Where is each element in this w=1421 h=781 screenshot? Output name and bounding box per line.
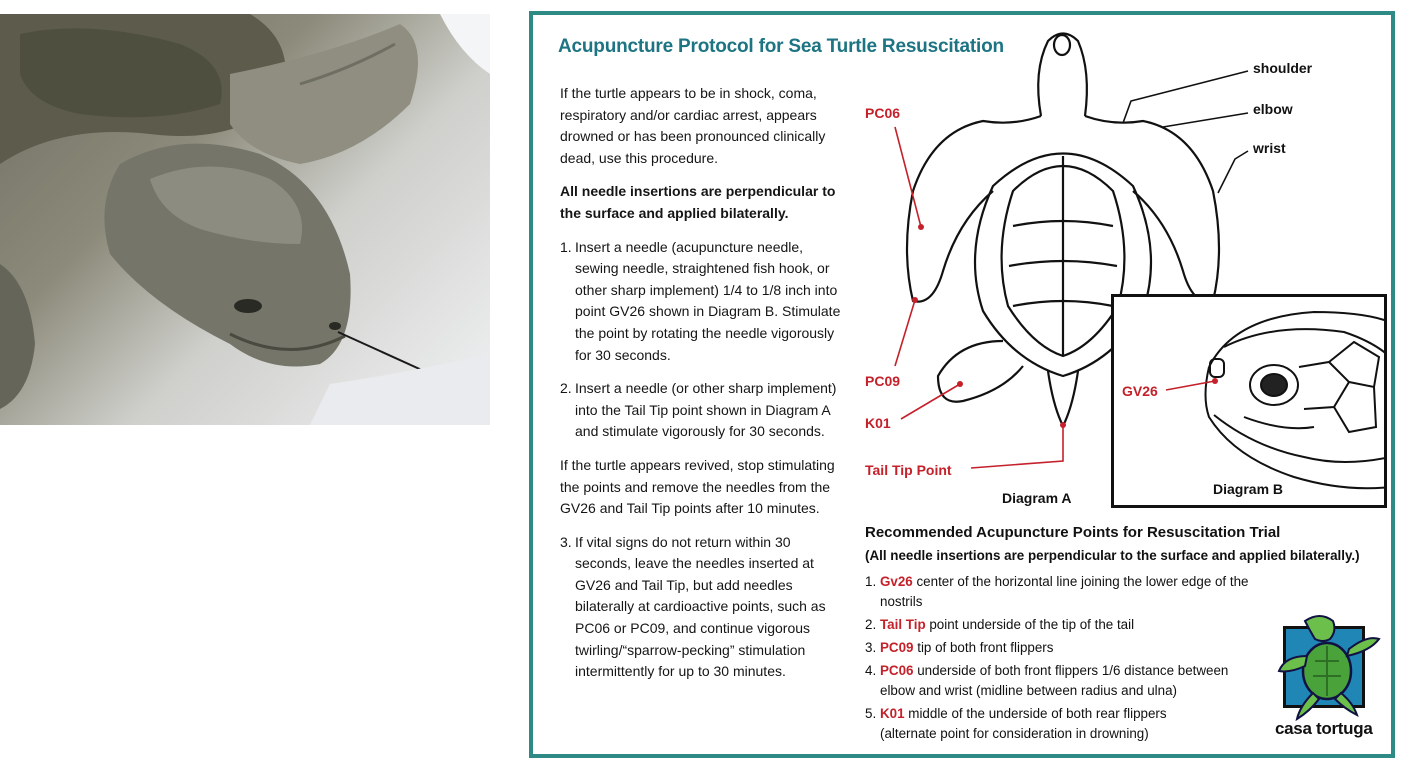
- recommended-list: [865, 572, 1265, 747]
- pc09-label: PC09: [865, 373, 901, 389]
- point-desc: center of the horizontal line joining the lower edge of the nostrils: [880, 574, 1249, 609]
- logo-text: casa tortuga: [1275, 719, 1373, 738]
- recommended-title: Recommended Acupuncture Points for Resuscitation Trial: [865, 524, 1281, 541]
- diagram-b: [1111, 294, 1387, 508]
- gv26-label: GV26: [1122, 383, 1158, 399]
- pc06-label: PC06: [865, 105, 901, 121]
- point-key: PC06: [880, 663, 914, 678]
- point-key: K01: [880, 706, 905, 721]
- turtle-head-diagram: [1114, 297, 1387, 508]
- list-item: 1. Gv26 center of the horizontal line joining the lower edge of the nostrils: [865, 574, 1249, 609]
- point-desc: middle of the underside of both rear flippers (alternate point for consideration in drowning): [880, 706, 1167, 741]
- point-desc: point underside of the tip of the tail: [925, 617, 1135, 632]
- page-title: Acupuncture Protocol for Sea Turtle Resuscitation: [558, 36, 1004, 57]
- shoulder-label: shoulder: [1253, 60, 1313, 76]
- recommended-subtitle: (All needle insertions are perpendicular to the surface and applied bilaterally.): [865, 548, 1360, 563]
- tail-tip-label: Tail Tip Point: [865, 462, 952, 478]
- elbow-label: elbow: [1253, 101, 1293, 117]
- revived-text: If the turtle appears revived, stop stimulating the points and remove the needles from the GV26 and Tail Tip points after 10 minutes.: [560, 456, 835, 517]
- step-item: 2. Insert a needle (or other sharp implement) into the Tail Tip point shown in Diagram A and stimulate vigorously for 30 seconds.: [560, 378, 850, 443]
- point-key: Gv26: [880, 574, 913, 589]
- diagram-b-caption: Diagram B: [1213, 481, 1284, 497]
- step-text: If vital signs do not return within 30 seconds, leave the needles inserted at GV26 and Tail Tip, but add needles bilaterally at cardioactive points, such as PC06 or PC09, and continue vigorous twirling/“sparrow-pecking” stimulation intermittently for up to 30 minutes.: [575, 533, 826, 680]
- steps-list-continued: [560, 532, 850, 683]
- list-item: 4. PC06 underside of both front flippers 1/6 distance between elbow and wrist (midline between radius and ulna): [865, 663, 1229, 698]
- point-key: Tail Tip: [880, 617, 926, 632]
- bold-note: All needle insertions are perpendicular to the surface and applied bilaterally.: [560, 183, 836, 221]
- diagram-a-caption: Diagram A: [1002, 490, 1072, 506]
- steps-list: [560, 237, 850, 443]
- protocol-card: [529, 11, 1395, 758]
- turtle-icon: [1275, 611, 1387, 721]
- wrist-label: wrist: [1253, 140, 1286, 156]
- point-key: PC09: [880, 640, 914, 655]
- intro-text: If the turtle appears to be in shock, coma, respiratory and/or cardiac arrest, appears drowned or has been pronounced clinically dead, use this procedure.: [560, 85, 826, 166]
- step-item: 3. If vital signs do not return within 30 seconds, leave the needles inserted at GV26 and Tail Tip, but add needles bilaterally at cardioactive points, such as PC06 or PC09, and continue vigorous twirling/“sparrow-pecking” stimulation intermittently for up to 30 minutes.: [560, 532, 850, 683]
- point-desc: underside of both front flippers 1/6 distance between elbow and wrist (midline between radius and ulna): [880, 663, 1229, 698]
- casa-tortuga-logo: [1275, 611, 1387, 749]
- list-item: 2. Tail Tip point underside of the tip of the tail: [865, 617, 1135, 632]
- k01-label: K01: [865, 415, 891, 431]
- step-text: Insert a needle (acupuncture needle, sewing needle, straightened fish hook, or other sharp implement) 1/4 to 1/8 inch into point GV26 shown in Diagram B. Stimulate the point by rotating the needle vigorously for 30 seconds.: [575, 238, 841, 363]
- list-item: 3. PC09 tip of both front flippers: [865, 640, 1054, 655]
- step-text: Insert a needle (or other sharp implement) into the Tail Tip point shown in Diagram A and stimulate vigorously for 30 seconds.: [575, 380, 837, 440]
- step-item: 1. Insert a needle (acupuncture needle, sewing needle, straightened fish hook, or other sharp implement) 1/4 to 1/8 inch into point GV26 shown in Diagram B. Stimulate the point by rotating the needle vigorously for 30 seconds.: [560, 237, 850, 367]
- turtle-photo: [0, 14, 490, 425]
- point-desc: tip of both front flippers: [913, 640, 1054, 655]
- list-item: 5. K01 middle of the underside of both rear flippers (alternate point for consideration in drowning): [865, 706, 1167, 741]
- instructions-column: [560, 83, 850, 695]
